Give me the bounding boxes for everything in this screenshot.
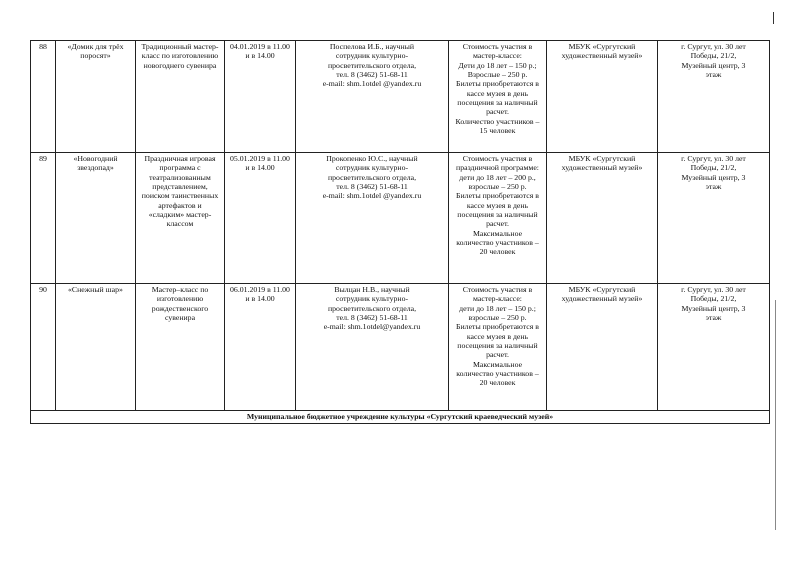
cell-address-line: Музейный центр, 3 [681, 60, 746, 70]
cell-description-line: программа с [159, 163, 201, 173]
cell-title-line: «Домик для трёх [67, 42, 124, 51]
cell-price-line: Дети до 18 лет – 150 р.; [458, 60, 537, 70]
cell-organizer-line: художественный музей» [561, 294, 643, 304]
footer-institution-name: Муниципальное бюджетное учреждение культуры «Сургутский краеведческий музей» [31, 411, 770, 424]
cell-address-line: этаж [705, 182, 722, 192]
cell-datetime-line: 05.01.2019 в 11.00 [230, 154, 290, 163]
cell-address-line: Победы, 21/2, [690, 163, 737, 173]
cell-organizer [547, 153, 658, 284]
cell-price-line: кассе музея в день [466, 88, 529, 98]
cell-price-line: 15 человек [479, 126, 516, 136]
cell-price-line: расчет. [486, 107, 509, 117]
cell-price-line: посещения за наличный [457, 98, 538, 108]
cell-address-line: г. Сургут, ул. 30 лет [681, 154, 746, 163]
cell-address-line: г. Сургут, ул. 30 лет [681, 42, 746, 51]
cell-datetime-line: 06.01.2019 в 11.00 [230, 285, 290, 294]
cell-title-line: «Снежный шар» [68, 285, 123, 294]
cell-contact-line: сотрудник культурно- [335, 294, 409, 304]
cell-price-line: праздничной программе: [456, 163, 539, 173]
cell-contact-line: e-mail: shm.1otdel@yandex.ru [323, 322, 421, 332]
cell-price-line: расчет. [486, 219, 509, 229]
cell-price [449, 41, 547, 153]
cell-description-line: Праздничная игровая [144, 154, 216, 163]
cell-number: 88 [31, 41, 56, 153]
cell-description-line: класс по изготовлению [141, 51, 219, 61]
events-table [30, 40, 770, 424]
cell-contact-line: Прокопенко Ю.С., научный [326, 154, 418, 163]
cell-description-line: изготовлению [156, 294, 204, 304]
cell-title [56, 153, 136, 284]
cell-price-line: кассе музея в день [466, 331, 529, 341]
cell-address [658, 41, 770, 153]
cell-contact-line: просветительского отдела, [327, 303, 417, 313]
cell-datetime-line: 04.01.2019 в 11.00 [230, 42, 290, 51]
cell-price-line: взрослые – 250 р. [468, 182, 527, 192]
cell-price [449, 284, 547, 411]
cell-organizer-line: МБУК «Сургутский [568, 285, 636, 294]
cell-title-line: «Новогодний [73, 154, 118, 163]
cell-address [658, 153, 770, 284]
cell-price-line: взрослые – 250 р. [468, 313, 527, 323]
cell-title-line: звездопад» [77, 163, 114, 173]
cell-contact-line: просветительского отдела, [327, 172, 417, 182]
cell-description-line: театрализованным [149, 172, 211, 182]
scan-mark-top [773, 12, 774, 24]
cell-title [56, 41, 136, 153]
cell-address [658, 284, 770, 411]
cell-price-line: 20 человек [479, 247, 516, 257]
cell-address-line: этаж [705, 70, 722, 80]
cell-contact-line: тел. 8 (3462) 51-68-11 [336, 313, 408, 323]
table-row [31, 153, 770, 284]
cell-price-line: мастер-классе: [473, 294, 522, 304]
cell-contact-line: тел. 8 (3462) 51-68-11 [336, 70, 408, 80]
cell-price-line: Билеты приобретаются в [456, 79, 539, 89]
cell-price-line: дети до 18 лет – 200 р., [459, 172, 536, 182]
cell-price-line: Стоимость участия в [462, 285, 533, 294]
cell-description-line: рождественского [151, 303, 209, 313]
cell-price-line: Билеты приобретаются в [456, 322, 539, 332]
cell-price-line: Взрослые – 250 р. [467, 70, 528, 80]
cell-contact-line: Поспелова И.Б., научный [329, 42, 415, 51]
cell-price-line: кассе музея в день [466, 200, 529, 210]
cell-organizer [547, 41, 658, 153]
cell-number: 89 [31, 153, 56, 284]
cell-price-line: дети до 18 лет – 150 р.; [459, 303, 536, 313]
cell-price-line: расчет. [486, 350, 509, 360]
cell-description-line: сувенира [164, 313, 196, 323]
cell-price-line: количество участников – [456, 238, 539, 248]
cell-price-line: Стоимость участия в [462, 42, 533, 51]
cell-contact [296, 41, 449, 153]
cell-price-line: посещения за наличный [457, 210, 538, 220]
cell-description-line: представлением, [152, 182, 208, 192]
cell-description [136, 284, 225, 411]
cell-contact-line: e-mail: shm.1otdel @yandex.ru [322, 79, 422, 89]
cell-contact-line: просветительского отдела, [327, 60, 417, 70]
cell-number: 90 [31, 284, 56, 411]
cell-price-line: количество участников – [456, 369, 539, 379]
cell-address-line: Победы, 21/2, [690, 51, 737, 61]
cell-organizer-line: МБУК «Сургутский [568, 42, 636, 51]
cell-price-line: Стоимость участия в [462, 154, 533, 163]
cell-datetime [225, 41, 296, 153]
cell-contact-line: Вылцан Н.В., научный [334, 285, 410, 294]
cell-price-line: 20 человек [479, 378, 516, 388]
cell-price [449, 153, 547, 284]
table-row [31, 41, 770, 153]
cell-datetime [225, 284, 296, 411]
cell-organizer [547, 284, 658, 411]
cell-description-line: Традиционный мастер- [141, 42, 219, 51]
cell-contact-line: сотрудник культурно- [335, 163, 409, 173]
cell-description [136, 41, 225, 153]
cell-organizer-line: художественный музей» [561, 163, 643, 173]
cell-description-line: Мастер–класс по [151, 285, 209, 294]
cell-contact [296, 153, 449, 284]
cell-description-line: новогоднего сувенира [143, 60, 217, 70]
cell-description-line: «сладким» мастер- [148, 210, 212, 220]
cell-organizer-line: МБУК «Сургутский [568, 154, 636, 163]
cell-description-line: поиском таинственных [141, 191, 219, 201]
cell-price-line: Количество участников – [455, 116, 540, 126]
cell-datetime-line: и в 14.00 [245, 51, 275, 61]
cell-price-line: Максимальное [472, 359, 523, 369]
cell-price-line: Билеты приобретаются в [456, 191, 539, 201]
cell-contact-line: тел. 8 (3462) 51-68-11 [336, 182, 408, 192]
cell-price-line: Максимальное [472, 228, 523, 238]
cell-description [136, 153, 225, 284]
cell-title [56, 284, 136, 411]
cell-address-line: Музейный центр, 3 [681, 172, 746, 182]
cell-title-line: поросят» [80, 51, 111, 61]
cell-address-line: г. Сургут, ул. 30 лет [681, 285, 746, 294]
cell-contact-line: сотрудник культурно- [335, 51, 409, 61]
cell-address-line: Музейный центр, 3 [681, 303, 746, 313]
cell-datetime-line: и в 14.00 [245, 163, 275, 173]
table-row [31, 284, 770, 411]
table-footer-row [31, 411, 770, 424]
cell-contact-line: e-mail: shm.1otdel @yandex.ru [322, 191, 422, 201]
cell-contact [296, 284, 449, 411]
cell-price-line: мастер-классе: [473, 51, 522, 61]
cell-description-line: артефактов и [158, 200, 202, 210]
cell-organizer-line: художественный музей» [561, 51, 643, 61]
scan-mark-right [775, 300, 776, 530]
cell-price-line: посещения за наличный [457, 341, 538, 351]
cell-description-line: классом [166, 219, 194, 229]
cell-address-line: Победы, 21/2, [690, 294, 737, 304]
cell-address-line: этаж [705, 313, 722, 323]
cell-datetime [225, 153, 296, 284]
cell-datetime-line: и в 14.00 [245, 294, 275, 304]
